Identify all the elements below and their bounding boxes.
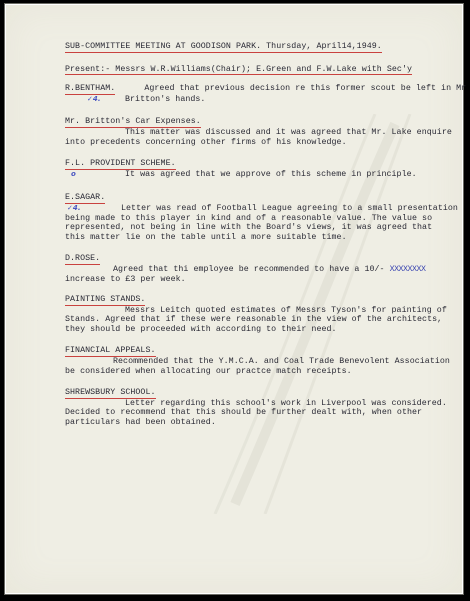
section-heading: SHREWSBURY SCHOOL. <box>65 388 156 398</box>
section-text-line: Agreed that thi employee be recommended to have a 10/- <box>113 264 385 274</box>
section-text-line: represented, not being in line with the Board's views, it was agreed that <box>65 223 433 233</box>
section-text-line: being made to this player in kind and of a reasonable value. The value so <box>65 213 433 223</box>
section-car-expenses <box>65 117 452 147</box>
section-heading: FINANCIAL APPEALS. <box>65 346 156 356</box>
section-text-line: Letter regarding this school's work in Liverpool was considered. <box>125 398 447 408</box>
section-sagar <box>65 193 458 242</box>
section-text-line: It was agreed that we approve of this scheme in principle. <box>125 169 417 179</box>
present-line: Present:- Messrs W.R.Williams(Chair); E.Green and F.W.Lake with Sec'y <box>65 64 412 74</box>
section-text-line: Agreed that previous decision re this former scout be left in Mr <box>144 84 467 94</box>
section-provident-scheme <box>65 159 445 179</box>
document-page <box>4 3 467 595</box>
section-rose <box>65 254 445 284</box>
margin-note: ✓4. <box>67 203 81 212</box>
section-financial-appeals <box>65 346 450 376</box>
section-heading: E.SAGAR. <box>65 193 106 203</box>
section-heading: D.ROSE. <box>65 254 101 264</box>
section-text-line: into precedents concerning other firms of his knowledge. <box>65 137 347 147</box>
section-bentham <box>65 84 467 104</box>
margin-note: ✓4. <box>87 94 101 103</box>
section-heading: PAINTING STANDS. <box>65 295 146 305</box>
section-painting-stands <box>65 295 445 334</box>
section-text-line: This matter was discussed and it was agreed that Mr. Lake enquire <box>125 127 452 137</box>
section-text-line: Decided to recommend that this should be further dealt with, when other <box>65 408 423 418</box>
section-text-line: Letter was read of Football League agreeing to a small presentation <box>121 203 458 213</box>
section-text-line: Recommended that the Y.M.C.A. and Coal Trade Benevolent Association <box>113 357 450 367</box>
section-text-line: they should be proceeded with according to their need. <box>65 324 337 334</box>
section-text-line: Stands. Agreed that if these were reasonable in the view of the architects, <box>65 315 443 325</box>
margin-note: o <box>71 169 76 178</box>
section-shrewsbury-school <box>65 388 445 427</box>
section-text-line: this matter lie on the table until a more suitable time. <box>65 232 347 242</box>
section-text-line: Messrs Leitch quoted estimates of Messrs Tyson's for painting of <box>125 305 447 315</box>
section-text-line: Britton's hands. <box>125 94 206 104</box>
struck-out-text: XXXXXXXX <box>389 264 426 274</box>
section-heading: F.L. PROVIDENT SCHEME. <box>65 159 176 169</box>
minutes-body <box>65 42 467 428</box>
document-title: SUB-COMMITTEE MEETING AT GOODISON PARK. Thursday, April14,1949. <box>65 42 382 51</box>
section-heading: R.BENTHAM. <box>65 84 116 94</box>
section-text-line: increase to £3 per week. <box>65 274 186 284</box>
section-heading: Mr. Britton's Car Expenses. <box>65 117 201 127</box>
section-text-line: be considered when allocating our practce match receipts. <box>65 366 352 376</box>
section-text-line: particulars had been obtained. <box>65 418 216 428</box>
